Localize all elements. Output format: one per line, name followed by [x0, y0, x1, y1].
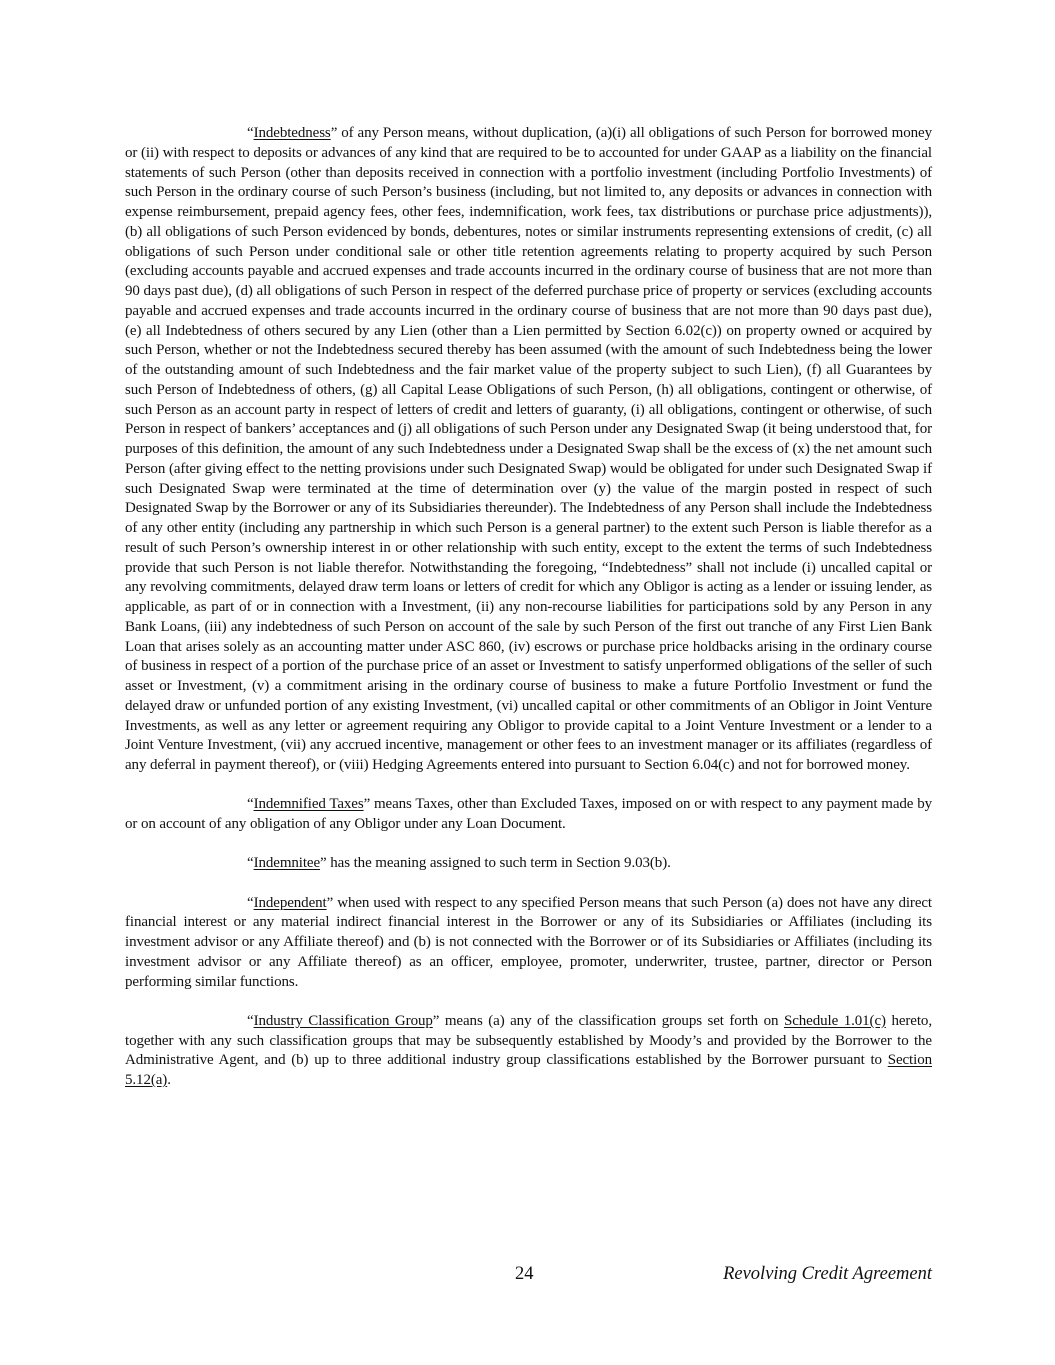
defined-term: Independent: [253, 894, 327, 911]
page-number: 24: [515, 1264, 534, 1284]
defined-term: Indemnified Taxes: [253, 796, 364, 813]
defined-term: Industry Classification Group: [253, 1012, 433, 1029]
definition-text: hereto, together with any such classification groups that may be subsequently established by Moody’s and provided by the Borrower to the Administrative Agent, and (b) up to three additional industry group classifications established by the Borrower pursuant to: [125, 1012, 932, 1069]
definition-text: ” means (a) any of the classification groups set forth on: [432, 1012, 784, 1029]
schedule-reference: Schedule 1.01(c): [783, 1012, 886, 1029]
open-quote: “: [247, 855, 254, 872]
open-quote: “: [247, 125, 254, 141]
open-quote: “: [247, 1012, 254, 1029]
definition-text: .: [167, 1072, 171, 1088]
definition-text: ” means Taxes, other than Excluded Taxes, imposed on or with respect to any payment made by or on account of any obligation of any Obligor under any Loan Document.: [125, 796, 932, 832]
definition-text: ” of any Person means, without duplication, (a)(i) all obligations of such Person for borrowed money or (ii) with respect to deposits or advances of any kind that are required to be to accounted for under GAAP as a liability on the financial statements of such Person (other than deposits received in connection with a portfolio investment (including Portfolio Investments) of such Person in the ordinary course of such Person’s business (including, but not limited to, any deposits or advances in connection with expense reimbursement, prepaid agency fees, other fees, indemnification, work fees, tax distributions or purchase price adjustments)), (b) all obligations of such Person evidenced by bonds, debentures, notes or similar instruments representing extensions of credit, (c) all obligations of such Person under conditional sale or other title retention agreements relating to property acquired by such Person (excluding accounts payable and accrued expenses and trade accounts incurred in the ordinary course of business that are not more than 90 days past due), (d) all obligations of such Person in respect of the deferred purchase price of property or services (excluding accounts payable and accrued expenses and trade accounts incurred in the ordinary course of business that are not more than 90 days past due), (e) all Indebtedness of others secured by any Lien (other than a Lien permitted by Section 6.02(c)) on property owned or acquired by such Person, whether or not the Indebtedness secured thereby has been assumed (with the amount of such Indebtedness being the lower of the outstanding amount of such Indebtedness and the fair market value of the property subject to such Lien), (f) all Guarantees by such Person of Indebtedness of others, (g) all Capital Lease Obligations of such Person, (h) all obligations, contingent or otherwise, of such Person as an account party in respect of letters of credit and letters of guaranty, (i) all obligations, contingent or otherwise, of such Person in respect of bankers’ acceptances and (j) all obligations of such Person under any Designated Swap (it being understood that, for purposes of this definition, the amount of any such Indebtedness under a Designated Swap shall be the excess of (x) the net amount such Person (after giving effect to the netting provisions under such Designated Swap) would be obligated for under such Designated Swap if such Designated Swap were terminated at the time of determination over (y) the value of the margin posted in respect of such Designated Swap by the Borrower or any of its Subsidiaries thereunder). The Indebtedness of any Person shall include the Indebtedness of any other entity (including any partnership in which such Person is a general partner) to the extent such Person is liable therefor as a result of such Person’s ownership interest in or other relationship with such entity, except to the extent the terms of such Indebtedness provide that such Person is not liable therefor. Notwithstanding the foregoing, “Indebtedness” shall not include (i) uncalled capital or any revolving commitments, delayed draw term loans or letters of credit for which any Obligor is acting as a lender or issuing lender, as applicable, as part of or in connection with a Investment, (ii) any non-recourse liabilities for participations sold by any Person in any Bank Loans, (iii) any indebtedness of such Person on account of the sale by such Person of the first out tranche of any First Lien Bank Loan that arises solely as an accounting matter under ASC 860, (iv) escrows or purchase price holdbacks arising in the ordinary course of business in respect of a portion of the purchase price of an asset or Investment to satisfy unperformed obligations of the seller of such asset or Investment, (v) a commitment arising in the ordinary course of business to make a future Portfolio Investment or fund the delayed draw or unfunded portion of any existing Investment, (vi) uncalled capital or other commitments of an Obligor in Joint Venture Investments, as well as any letter or agreement requiring any Obligor to provide capital to a Joint Venture Investment or a lender to a Joint Venture Investment, (vii) any accrued incentive, management or other fees to an investment manager or its affiliates (regardless of any deferral in payment thereof), or (viii) Hedging Agreements entered into pursuant to Section 6.04(c) and not for borrowed money.: [125, 125, 932, 773]
document-body: [125, 124, 932, 1110]
page-footer: [125, 1264, 932, 1290]
defined-term: Indemnitee: [253, 855, 321, 872]
document-title: Revolving Credit Agreement: [723, 1264, 932, 1284]
open-quote: “: [247, 894, 254, 911]
definition-industry-classification-group: [125, 1012, 932, 1091]
definition-text: ” has the meaning assigned to such term in Section 9.03(b).: [320, 855, 671, 872]
defined-term: Indebtedness: [253, 125, 331, 141]
definition-indemnitee: [125, 854, 932, 874]
definition-text: ” when used with respect to any specified Person means that such Person (a) does not have any direct financial interest or any material indirect financial interest in the Borrower or any of its Subsidiaries or Affiliates (including its investment advisor or any Affiliate thereof) and (b) is not connected with the Borrower or of its Subsidiaries or Affiliates (including its investment advisor or any Affiliate thereof) as an officer, employee, promoter, underwriter, trustee, partner, director or Person performing similar functions.: [125, 894, 932, 990]
definition-independent: [125, 894, 932, 993]
open-quote: “: [247, 796, 254, 813]
definition-indemnified-taxes: [125, 795, 932, 835]
section-reference: Section 5.12(a): [125, 1052, 932, 1088]
definition-indebtedness: [125, 124, 932, 776]
